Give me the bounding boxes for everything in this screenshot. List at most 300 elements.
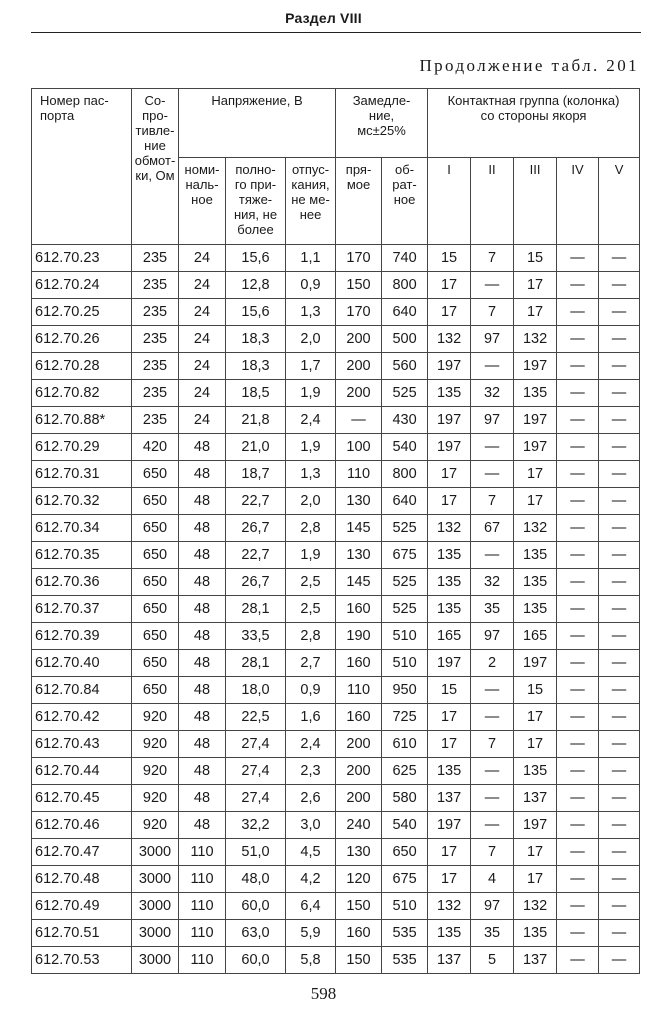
cell-contact-iii: 135 xyxy=(514,380,557,407)
header-rule xyxy=(31,32,641,33)
cell-delay-direct: 150 xyxy=(336,272,382,299)
cell-delay-reverse: 525 xyxy=(382,515,428,542)
cell-delay-reverse: 675 xyxy=(382,866,428,893)
cell-contact-ii: — xyxy=(471,542,514,569)
cell-contact-ii: 97 xyxy=(471,623,514,650)
cell-voltage-nominal: 24 xyxy=(179,380,226,407)
cell-passport: 612.70.39 xyxy=(32,623,132,650)
cell-passport: 612.70.28 xyxy=(32,353,132,380)
cell-contact-ii: 32 xyxy=(471,569,514,596)
cell-delay-reverse: 540 xyxy=(382,812,428,839)
cell-contact-i: 17 xyxy=(428,299,471,326)
cell-passport: 612.70.84 xyxy=(32,677,132,704)
table-row xyxy=(32,515,640,542)
cell-contact-ii: — xyxy=(471,704,514,731)
cell-contact-ii: 7 xyxy=(471,245,514,272)
cell-delay-reverse: 580 xyxy=(382,785,428,812)
cell-contact-iv: — xyxy=(557,569,599,596)
cell-contact-v: — xyxy=(599,866,640,893)
cell-contact-v: — xyxy=(599,407,640,434)
cell-voltage-pickup: 26,7 xyxy=(226,515,286,542)
cell-voltage-pickup: 12,8 xyxy=(226,272,286,299)
cell-contact-ii: 32 xyxy=(471,380,514,407)
cell-contact-iv: — xyxy=(557,461,599,488)
cell-delay-direct: 200 xyxy=(336,758,382,785)
cell-contact-iii: 135 xyxy=(514,920,557,947)
cell-contact-ii: 5 xyxy=(471,947,514,974)
cell-contact-iii: 165 xyxy=(514,623,557,650)
cell-delay-direct: 240 xyxy=(336,812,382,839)
cell-contact-iii: 17 xyxy=(514,272,557,299)
cell-resistance: 235 xyxy=(132,245,179,272)
cell-voltage-pickup: 18,5 xyxy=(226,380,286,407)
cell-contact-i: 137 xyxy=(428,785,471,812)
cell-contact-i: 17 xyxy=(428,839,471,866)
cell-voltage-pickup: 33,5 xyxy=(226,623,286,650)
cell-resistance: 235 xyxy=(132,380,179,407)
cell-contact-iv: — xyxy=(557,893,599,920)
cell-resistance: 3000 xyxy=(132,839,179,866)
cell-contact-i: 137 xyxy=(428,947,471,974)
cell-voltage-nominal: 110 xyxy=(179,920,226,947)
header-contact-iv: IV xyxy=(557,158,599,245)
cell-contact-iii: 15 xyxy=(514,245,557,272)
cell-contact-v: — xyxy=(599,542,640,569)
cell-resistance: 650 xyxy=(132,650,179,677)
table-row xyxy=(32,785,640,812)
cell-contact-v: — xyxy=(599,299,640,326)
cell-contact-iii: 17 xyxy=(514,866,557,893)
cell-contact-iv: — xyxy=(557,326,599,353)
cell-resistance: 3000 xyxy=(132,920,179,947)
cell-resistance: 920 xyxy=(132,758,179,785)
cell-voltage-release: 4,2 xyxy=(286,866,336,893)
cell-voltage-nominal: 48 xyxy=(179,434,226,461)
cell-passport: 612.70.35 xyxy=(32,542,132,569)
cell-contact-i: 135 xyxy=(428,596,471,623)
cell-contact-v: — xyxy=(599,677,640,704)
cell-delay-reverse: 625 xyxy=(382,758,428,785)
cell-voltage-release: 2,0 xyxy=(286,488,336,515)
cell-contact-iii: 132 xyxy=(514,515,557,542)
cell-voltage-release: 2,4 xyxy=(286,731,336,758)
cell-contact-iv: — xyxy=(557,839,599,866)
cell-passport: 612.70.42 xyxy=(32,704,132,731)
cell-delay-reverse: 525 xyxy=(382,596,428,623)
cell-passport: 612.70.46 xyxy=(32,812,132,839)
cell-delay-direct: 130 xyxy=(336,542,382,569)
header-voltage-pickup: полно- го при- тяже- ния, не более xyxy=(226,158,286,245)
table-row xyxy=(32,461,640,488)
cell-resistance: 920 xyxy=(132,785,179,812)
cell-voltage-pickup: 18,3 xyxy=(226,326,286,353)
cell-passport: 612.70.24 xyxy=(32,272,132,299)
cell-delay-direct: 160 xyxy=(336,650,382,677)
cell-contact-i: 132 xyxy=(428,326,471,353)
cell-delay-direct: 170 xyxy=(336,299,382,326)
cell-contact-v: — xyxy=(599,461,640,488)
cell-passport: 612.70.40 xyxy=(32,650,132,677)
cell-delay-reverse: 510 xyxy=(382,650,428,677)
cell-contact-iii: 197 xyxy=(514,434,557,461)
cell-contact-i: 15 xyxy=(428,677,471,704)
cell-delay-direct: 150 xyxy=(336,947,382,974)
cell-voltage-release: 1,3 xyxy=(286,299,336,326)
cell-voltage-release: 4,5 xyxy=(286,839,336,866)
cell-delay-direct: 200 xyxy=(336,353,382,380)
cell-resistance: 920 xyxy=(132,731,179,758)
cell-voltage-nominal: 48 xyxy=(179,515,226,542)
cell-contact-ii: 97 xyxy=(471,407,514,434)
cell-contact-v: — xyxy=(599,488,640,515)
cell-contact-iv: — xyxy=(557,812,599,839)
cell-contact-ii: 67 xyxy=(471,515,514,542)
cell-contact-iv: — xyxy=(557,353,599,380)
cell-contact-iv: — xyxy=(557,758,599,785)
cell-delay-reverse: 535 xyxy=(382,947,428,974)
cell-resistance: 920 xyxy=(132,812,179,839)
cell-contact-ii: — xyxy=(471,785,514,812)
cell-voltage-nominal: 48 xyxy=(179,623,226,650)
cell-contact-i: 132 xyxy=(428,515,471,542)
cell-voltage-release: 2,8 xyxy=(286,623,336,650)
cell-delay-reverse: 500 xyxy=(382,326,428,353)
cell-delay-direct: 145 xyxy=(336,515,382,542)
cell-delay-reverse: 640 xyxy=(382,299,428,326)
relay-parameters-table xyxy=(31,88,640,974)
cell-passport: 612.70.82 xyxy=(32,380,132,407)
header-contact-i: I xyxy=(428,158,471,245)
cell-contact-iii: 197 xyxy=(514,353,557,380)
header-delay: Замедле- ние, мс±25% xyxy=(336,89,428,158)
cell-contact-v: — xyxy=(599,596,640,623)
cell-resistance: 920 xyxy=(132,704,179,731)
cell-resistance: 650 xyxy=(132,461,179,488)
table-row xyxy=(32,866,640,893)
cell-delay-reverse: 675 xyxy=(382,542,428,569)
cell-resistance: 3000 xyxy=(132,893,179,920)
table-row xyxy=(32,245,640,272)
cell-contact-iii: 15 xyxy=(514,677,557,704)
cell-passport: 612.70.23 xyxy=(32,245,132,272)
cell-contact-iii: 17 xyxy=(514,839,557,866)
table-row xyxy=(32,488,640,515)
cell-contact-i: 135 xyxy=(428,920,471,947)
cell-contact-v: — xyxy=(599,650,640,677)
cell-delay-reverse: 725 xyxy=(382,704,428,731)
cell-delay-direct: 130 xyxy=(336,839,382,866)
cell-contact-i: 197 xyxy=(428,353,471,380)
table-row xyxy=(32,596,640,623)
header-contact-group: Контактная группа (колонка) со стороны якоря xyxy=(428,89,640,158)
section-header: Раздел VIII xyxy=(285,10,362,26)
cell-delay-direct: 160 xyxy=(336,596,382,623)
cell-contact-iv: — xyxy=(557,785,599,812)
cell-contact-iii: 17 xyxy=(514,299,557,326)
table-row xyxy=(32,299,640,326)
table-row xyxy=(32,569,640,596)
cell-voltage-release: 1,9 xyxy=(286,380,336,407)
cell-voltage-release: 6,4 xyxy=(286,893,336,920)
table-row xyxy=(32,758,640,785)
cell-delay-direct: 100 xyxy=(336,434,382,461)
header-contact-ii: II xyxy=(471,158,514,245)
cell-resistance: 235 xyxy=(132,407,179,434)
cell-contact-i: 17 xyxy=(428,488,471,515)
cell-contact-iv: — xyxy=(557,380,599,407)
cell-voltage-pickup: 21,0 xyxy=(226,434,286,461)
cell-voltage-release: 5,9 xyxy=(286,920,336,947)
cell-contact-ii: 7 xyxy=(471,839,514,866)
cell-voltage-release: 2,4 xyxy=(286,407,336,434)
cell-delay-direct: 110 xyxy=(336,461,382,488)
cell-voltage-release: 0,9 xyxy=(286,677,336,704)
cell-passport: 612.70.48 xyxy=(32,866,132,893)
table-row xyxy=(32,920,640,947)
cell-contact-ii: — xyxy=(471,677,514,704)
cell-resistance: 650 xyxy=(132,596,179,623)
cell-voltage-nominal: 48 xyxy=(179,731,226,758)
cell-voltage-release: 1,7 xyxy=(286,353,336,380)
cell-contact-iv: — xyxy=(557,515,599,542)
cell-resistance: 3000 xyxy=(132,866,179,893)
cell-passport: 612.70.47 xyxy=(32,839,132,866)
cell-delay-direct: 160 xyxy=(336,920,382,947)
table-row xyxy=(32,704,640,731)
cell-contact-iii: 17 xyxy=(514,704,557,731)
cell-delay-direct: 170 xyxy=(336,245,382,272)
cell-voltage-nominal: 48 xyxy=(179,812,226,839)
cell-passport: 612.70.34 xyxy=(32,515,132,542)
cell-delay-reverse: 740 xyxy=(382,245,428,272)
cell-voltage-nominal: 48 xyxy=(179,785,226,812)
cell-resistance: 650 xyxy=(132,515,179,542)
cell-voltage-nominal: 110 xyxy=(179,893,226,920)
cell-passport: 612.70.32 xyxy=(32,488,132,515)
cell-voltage-release: 2,6 xyxy=(286,785,336,812)
header-delay-reverse: об- рат- ное xyxy=(382,158,428,245)
cell-voltage-nominal: 48 xyxy=(179,569,226,596)
cell-resistance: 235 xyxy=(132,353,179,380)
cell-contact-v: — xyxy=(599,353,640,380)
cell-delay-direct: 190 xyxy=(336,623,382,650)
cell-voltage-nominal: 48 xyxy=(179,650,226,677)
header-contact-v: V xyxy=(599,158,640,245)
cell-contact-ii: 2 xyxy=(471,650,514,677)
cell-contact-i: 15 xyxy=(428,245,471,272)
cell-contact-iv: — xyxy=(557,596,599,623)
cell-voltage-release: 2,0 xyxy=(286,326,336,353)
cell-contact-v: — xyxy=(599,704,640,731)
cell-voltage-release: 1,9 xyxy=(286,542,336,569)
cell-contact-v: — xyxy=(599,947,640,974)
cell-contact-ii: 4 xyxy=(471,866,514,893)
cell-voltage-pickup: 60,0 xyxy=(226,947,286,974)
cell-passport: 612.70.43 xyxy=(32,731,132,758)
cell-voltage-pickup: 27,4 xyxy=(226,758,286,785)
cell-resistance: 235 xyxy=(132,326,179,353)
cell-delay-direct: 130 xyxy=(336,488,382,515)
header-passport: Номер пас- порта xyxy=(32,89,132,245)
cell-voltage-pickup: 22,7 xyxy=(226,488,286,515)
cell-delay-reverse: 610 xyxy=(382,731,428,758)
cell-contact-ii: 35 xyxy=(471,920,514,947)
cell-contact-iv: — xyxy=(557,677,599,704)
cell-delay-direct: — xyxy=(336,407,382,434)
cell-contact-iii: 132 xyxy=(514,326,557,353)
cell-voltage-pickup: 27,4 xyxy=(226,785,286,812)
cell-delay-reverse: 650 xyxy=(382,839,428,866)
cell-delay-direct: 200 xyxy=(336,326,382,353)
cell-contact-iv: — xyxy=(557,407,599,434)
cell-voltage-nominal: 110 xyxy=(179,866,226,893)
cell-voltage-nominal: 48 xyxy=(179,461,226,488)
cell-contact-v: — xyxy=(599,326,640,353)
cell-passport: 612.70.44 xyxy=(32,758,132,785)
cell-contact-i: 17 xyxy=(428,731,471,758)
cell-voltage-pickup: 51,0 xyxy=(226,839,286,866)
cell-contact-iv: — xyxy=(557,272,599,299)
cell-delay-direct: 110 xyxy=(336,677,382,704)
cell-contact-v: — xyxy=(599,515,640,542)
cell-voltage-nominal: 24 xyxy=(179,245,226,272)
cell-delay-reverse: 430 xyxy=(382,407,428,434)
cell-delay-reverse: 950 xyxy=(382,677,428,704)
cell-delay-direct: 200 xyxy=(336,380,382,407)
cell-contact-i: 17 xyxy=(428,272,471,299)
cell-contact-iii: 17 xyxy=(514,488,557,515)
cell-contact-i: 132 xyxy=(428,893,471,920)
cell-voltage-release: 0,9 xyxy=(286,272,336,299)
cell-contact-iv: — xyxy=(557,650,599,677)
cell-contact-ii: — xyxy=(471,434,514,461)
cell-passport: 612.70.51 xyxy=(32,920,132,947)
cell-resistance: 420 xyxy=(132,434,179,461)
cell-resistance: 650 xyxy=(132,623,179,650)
cell-contact-ii: 7 xyxy=(471,731,514,758)
cell-contact-v: — xyxy=(599,380,640,407)
cell-voltage-pickup: 18,3 xyxy=(226,353,286,380)
cell-contact-ii: 7 xyxy=(471,488,514,515)
cell-passport: 612.70.31 xyxy=(32,461,132,488)
cell-contact-ii: — xyxy=(471,272,514,299)
table-row xyxy=(32,812,640,839)
table-row xyxy=(32,326,640,353)
cell-contact-iv: — xyxy=(557,947,599,974)
table-row xyxy=(32,353,640,380)
cell-contact-ii: 7 xyxy=(471,299,514,326)
header-resistance: Со- про- тивле- ние обмот- ки, Ом xyxy=(132,89,179,245)
cell-contact-iii: 135 xyxy=(514,758,557,785)
cell-contact-i: 197 xyxy=(428,650,471,677)
cell-delay-direct: 150 xyxy=(336,893,382,920)
table-body xyxy=(32,245,640,974)
cell-voltage-pickup: 22,7 xyxy=(226,542,286,569)
cell-contact-iv: — xyxy=(557,488,599,515)
cell-voltage-pickup: 21,8 xyxy=(226,407,286,434)
cell-voltage-pickup: 18,7 xyxy=(226,461,286,488)
cell-delay-reverse: 800 xyxy=(382,461,428,488)
cell-delay-reverse: 510 xyxy=(382,623,428,650)
cell-resistance: 3000 xyxy=(132,947,179,974)
table-row xyxy=(32,731,640,758)
cell-contact-i: 17 xyxy=(428,461,471,488)
cell-voltage-pickup: 60,0 xyxy=(226,893,286,920)
cell-contact-i: 165 xyxy=(428,623,471,650)
cell-contact-v: — xyxy=(599,245,640,272)
cell-contact-iii: 135 xyxy=(514,569,557,596)
cell-contact-v: — xyxy=(599,434,640,461)
cell-contact-iv: — xyxy=(557,245,599,272)
cell-contact-iii: 137 xyxy=(514,947,557,974)
cell-passport: 612.70.29 xyxy=(32,434,132,461)
cell-contact-ii: 97 xyxy=(471,326,514,353)
cell-contact-iii: 132 xyxy=(514,893,557,920)
cell-passport: 612.70.36 xyxy=(32,569,132,596)
cell-delay-reverse: 640 xyxy=(382,488,428,515)
cell-delay-direct: 200 xyxy=(336,785,382,812)
table-continuation-label: Продолжение табл. 201 xyxy=(419,56,639,75)
cell-resistance: 235 xyxy=(132,272,179,299)
cell-passport: 612.70.37 xyxy=(32,596,132,623)
cell-voltage-nominal: 48 xyxy=(179,488,226,515)
cell-voltage-release: 3,0 xyxy=(286,812,336,839)
cell-resistance: 650 xyxy=(132,677,179,704)
cell-delay-direct: 200 xyxy=(336,731,382,758)
cell-voltage-nominal: 48 xyxy=(179,704,226,731)
cell-contact-i: 135 xyxy=(428,380,471,407)
cell-resistance: 650 xyxy=(132,488,179,515)
cell-contact-ii: — xyxy=(471,758,514,785)
cell-contact-i: 135 xyxy=(428,569,471,596)
cell-voltage-pickup: 28,1 xyxy=(226,650,286,677)
cell-contact-i: 197 xyxy=(428,434,471,461)
cell-voltage-release: 2,3 xyxy=(286,758,336,785)
cell-contact-iii: 197 xyxy=(514,812,557,839)
cell-contact-i: 197 xyxy=(428,812,471,839)
cell-delay-direct: 145 xyxy=(336,569,382,596)
table-row xyxy=(32,650,640,677)
cell-contact-v: — xyxy=(599,731,640,758)
cell-resistance: 650 xyxy=(132,542,179,569)
cell-contact-v: — xyxy=(599,812,640,839)
cell-contact-iv: — xyxy=(557,434,599,461)
cell-delay-reverse: 510 xyxy=(382,893,428,920)
cell-voltage-nominal: 48 xyxy=(179,758,226,785)
header-voltage-release: отпус- кания, не ме- нее xyxy=(286,158,336,245)
header-voltage-nominal: номи- наль- ное xyxy=(179,158,226,245)
table-row xyxy=(32,407,640,434)
cell-voltage-release: 1,6 xyxy=(286,704,336,731)
cell-delay-direct: 120 xyxy=(336,866,382,893)
cell-voltage-nominal: 24 xyxy=(179,272,226,299)
cell-delay-reverse: 525 xyxy=(382,380,428,407)
cell-voltage-release: 2,5 xyxy=(286,569,336,596)
cell-contact-i: 17 xyxy=(428,704,471,731)
cell-voltage-release: 2,7 xyxy=(286,650,336,677)
cell-voltage-nominal: 24 xyxy=(179,299,226,326)
cell-voltage-pickup: 63,0 xyxy=(226,920,286,947)
cell-contact-iii: 135 xyxy=(514,596,557,623)
cell-delay-reverse: 525 xyxy=(382,569,428,596)
cell-voltage-pickup: 28,1 xyxy=(226,596,286,623)
cell-voltage-nominal: 110 xyxy=(179,947,226,974)
table-row xyxy=(32,623,640,650)
cell-contact-i: 135 xyxy=(428,542,471,569)
cell-voltage-pickup: 18,0 xyxy=(226,677,286,704)
cell-voltage-release: 1,3 xyxy=(286,461,336,488)
header-delay-direct: пря- мое xyxy=(336,158,382,245)
